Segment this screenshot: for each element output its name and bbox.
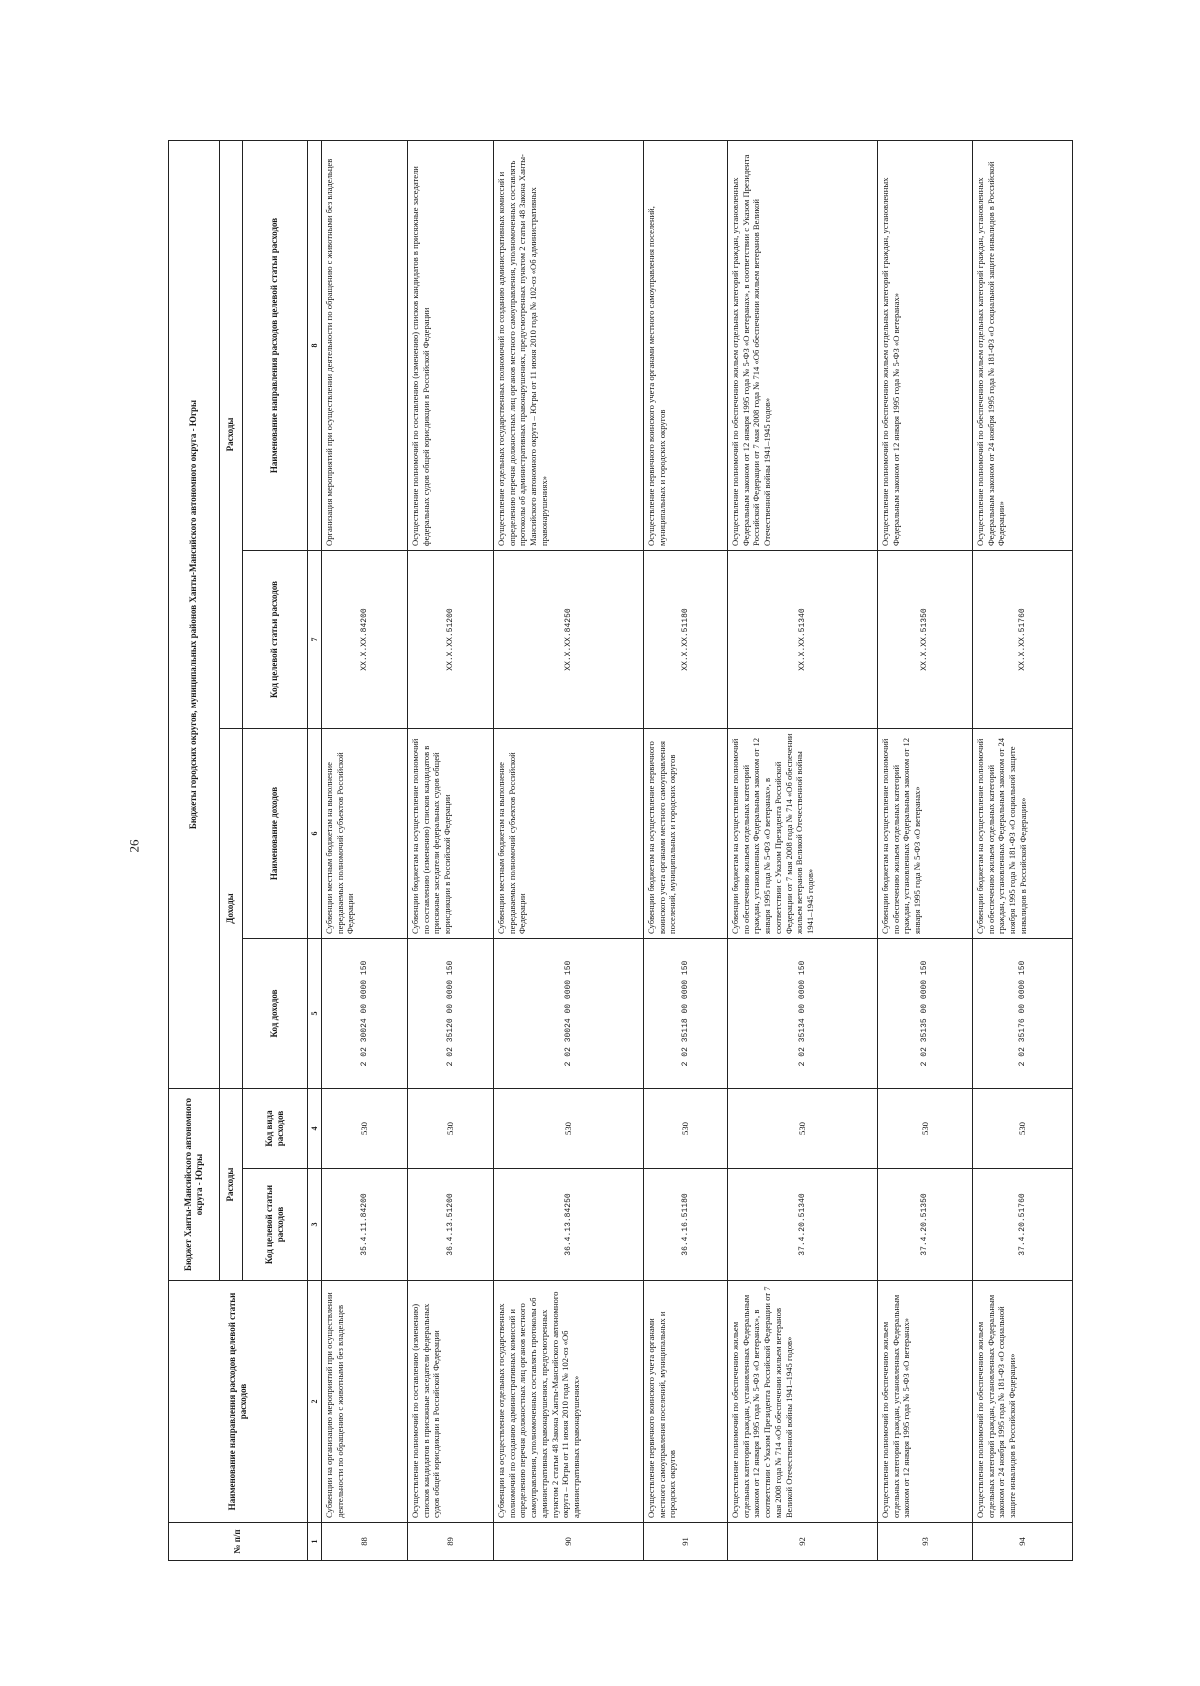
row-expense-name: Осуществление полномочий по обеспечению жильем отдельных категорий граждан, установленных Федеральным законом от 12 января 1995 года № 5-ФЗ «О ветеранах», в соответствии с Указом Президента Российской Федерации от 7 мая 2008 года № 714 «Об обеспечении жильем ветеранов Великой Отечественной войны 1941–1945 годов» xyxy=(728,1281,878,1523)
header-okrug-budget: Бюджет Ханты-Мансийского автономного округа - Югры xyxy=(169,1089,220,1281)
row-kind-code: 530 xyxy=(973,1089,1073,1169)
header-expense-name: Наименование направления расходов целевой статьи расходов xyxy=(169,1281,308,1523)
row-expense-name: Осуществление полномочий по составлению (изменению) списков кандидатов в присяжные заседатели федеральных судов общей юрисдикции в Российской Федерации xyxy=(408,1281,494,1523)
row-income-name: Субвенции бюджетам на осуществление первичного воинского учета органами местного самоуправления поселений, муниципальных и городских округов xyxy=(644,729,728,939)
row-number: 91 xyxy=(644,1523,728,1561)
header-expenses-municipal: Расходы xyxy=(220,140,243,728)
header-income-code: Код доходов xyxy=(243,939,308,1089)
row-number: 88 xyxy=(322,1523,408,1561)
row-kind-code: 530 xyxy=(408,1089,494,1169)
page-number: 26 xyxy=(126,839,142,853)
row-income-name: Субвенции бюджетам на осуществление полномочий по обеспечению жильем отдельных категорий граждан, установленных Федеральным законом от 24 ноября 1995 года № 181-ФЗ «О социальной защите инвалидов в Российской Федерации» xyxy=(973,729,1073,939)
table-row xyxy=(408,140,494,1560)
table-row xyxy=(878,140,973,1560)
row-income-name: Субвенции местным бюджетам на выполнение передаваемых полномочий субъектов Российской Федерации xyxy=(494,729,644,939)
column-number: 7 xyxy=(308,551,322,729)
column-number: 2 xyxy=(308,1281,322,1523)
row-target-code: 37.4.20.51760 xyxy=(973,1169,1073,1281)
row-income-code: 2 02 35135 00 0000 150 xyxy=(878,939,973,1089)
row-expense-name: Осуществление полномочий по обеспечению жильем отдельных категорий граждан, установленных Федеральным законом от 24 ноября 1995 года № 181-ФЗ «О социальной защите инвалидов в Российской Федерации» xyxy=(973,1281,1073,1523)
row-income-code: 2 02 30024 00 0000 150 xyxy=(494,939,644,1089)
row-income-name: Субвенции местным бюджетам на выполнение передаваемых полномочий субъектов Российской Федерации xyxy=(322,729,408,939)
row-number: 89 xyxy=(408,1523,494,1561)
row-target-code-municipal: XX.X.XX.51200 xyxy=(408,551,494,729)
table-row xyxy=(322,140,408,1560)
column-number: 8 xyxy=(308,140,322,550)
row-target-code: 37.4.20.51340 xyxy=(728,1169,878,1281)
row-target-code-municipal: XX.X.XX.84200 xyxy=(322,551,408,729)
row-income-name: Субвенции бюджетам на осуществление полномочий по обеспечению жильем отдельных категорий граждан, установленных Федеральным законом от 12 января 1995 года № 5-ФЗ «О ветеранах» xyxy=(878,729,973,939)
budget-table-sheet xyxy=(168,141,1033,1561)
row-target-code-municipal: XX.X.XX.51340 xyxy=(728,551,878,729)
row-target-code: 36.4.13.51200 xyxy=(408,1169,494,1281)
header-municipal-budgets: Бюджеты городских округов, муниципальных районов Ханты-Мансийского автономного округа - Югры xyxy=(169,140,220,1088)
column-number: 6 xyxy=(308,729,322,939)
row-kind-code: 530 xyxy=(494,1089,644,1169)
budget-correspondence-table xyxy=(168,140,1073,1561)
header-target-code-municipal: Код целевой статьи расходов xyxy=(243,551,308,729)
column-number: 4 xyxy=(308,1089,322,1169)
row-number: 94 xyxy=(973,1523,1073,1561)
row-target-code: 36.4.13.84250 xyxy=(494,1169,644,1281)
row-target-code: 35.4.11.84200 xyxy=(322,1169,408,1281)
row-income-name: Субвенции бюджетам на осуществление полномочий по составлению (изменению) списков кандидатов в присяжные заседатели федеральных судов общей юрисдикции в Российской Федерации xyxy=(408,729,494,939)
row-expense-name: Субвенции на организацию мероприятий при осуществлении деятельности по обращению с животными без владельцев xyxy=(322,1281,408,1523)
row-kind-code: 530 xyxy=(878,1089,973,1169)
header-target-code: Код целевой статьи расходов xyxy=(243,1169,308,1281)
row-income-code: 2 02 35176 00 0000 150 xyxy=(973,939,1073,1089)
header-incomes: Доходы xyxy=(220,729,243,1089)
row-expense-name: Субвенции на осуществление отдельных государственных полномочий по созданию административных комиссий и определению перечня должностных лиц органов местного самоуправления, уполномоченных составлять протоколы об административных правонарушениях, предусмотренных пунктом 2 статьи 48 Закона Ханты-Мансийского автономного округа – Югры от 11 июня 2010 года № 102-оз «Об административных правонарушениях» xyxy=(494,1281,644,1523)
row-income-code: 2 02 35120 00 0000 150 xyxy=(408,939,494,1089)
row-number: 90 xyxy=(494,1523,644,1561)
row-expense-name-municipal: Осуществление полномочий по обеспечению жильем отдельных категорий граждан, установленных Федеральным законом от 12 января 1995 года № 5-ФЗ «О ветеранах», в соответствии с Указом Президента Российской Федерации от 7 мая 2008 года № 714 «Об обеспечении жильем ветеранов Великой Отечественной войны 1941–1945 годов» xyxy=(728,140,878,550)
row-expense-name-municipal: Организация мероприятий при осуществлении деятельности по обращению с животными без владельцев xyxy=(322,140,408,550)
column-number: 5 xyxy=(308,939,322,1089)
row-kind-code: 530 xyxy=(728,1089,878,1169)
table-row xyxy=(728,140,878,1560)
row-target-code-municipal: XX.X.XX.84250 xyxy=(494,551,644,729)
row-target-code: 36.4.16.51180 xyxy=(644,1169,728,1281)
row-income-code: 2 02 30024 00 0000 150 xyxy=(322,939,408,1089)
column-number: 1 xyxy=(308,1523,322,1561)
row-income-code: 2 02 35118 00 0000 150 xyxy=(644,939,728,1089)
column-number-row xyxy=(308,140,322,1560)
column-number: 3 xyxy=(308,1169,322,1281)
row-target-code-municipal: XX.X.XX.51180 xyxy=(644,551,728,729)
row-expense-name-municipal: Осуществление отдельных государственных полномочий по созданию административных комиссий и определению перечня должностных лиц органов местного самоуправления, уполномоченных составлять протоколы об административных правонарушениях, предусмотренных пунктом 2 статьи 48 Закона Ханты-Мансийского автономного округа – Югры от 11 июня 2010 года № 102-оз «Об административных правонарушениях» xyxy=(494,140,644,550)
row-expense-name-municipal: Осуществление полномочий по обеспечению жильем отдельных категорий граждан, установленных Федеральным законом от 12 января 1995 года № 5-ФЗ «О ветеранах» xyxy=(878,140,973,550)
header-expenses: Расходы xyxy=(220,1089,243,1281)
header-income-name: Наименование доходов xyxy=(243,729,308,939)
table-row xyxy=(973,140,1073,1560)
row-expense-name: Осуществление полномочий по обеспечению жильем отдельных категорий граждан, установленных Федеральным законом от 12 января 1995 года № 5-ФЗ «О ветеранах» xyxy=(878,1281,973,1523)
row-expense-name-municipal: Осуществление полномочий по обеспечению жильем отдельных категорий граждан, установленных Федеральным законом от 24 ноября 1995 года № 181-ФЗ «О социальной защите инвалидов в Российской Федерации» xyxy=(973,140,1073,550)
row-kind-code: 530 xyxy=(644,1089,728,1169)
row-expense-name: Осуществление первичного воинского учета органами местного самоуправления поселений, муниципальных и городских округов xyxy=(644,1281,728,1523)
row-number: 93 xyxy=(878,1523,973,1561)
row-target-code-municipal: XX.X.XX.51350 xyxy=(878,551,973,729)
header-expense-name-municipal: Наименование направления расходов целевой статьи расходов xyxy=(243,140,308,550)
row-expense-name-municipal: Осуществление полномочий по составлению (изменению) списков кандидатов в присяжные заседатели федеральных судов общей юрисдикции в Российской Федерации xyxy=(408,140,494,550)
header-num: № п/п xyxy=(169,1523,308,1561)
row-income-name: Субвенции бюджетам на осуществление полномочий по обеспечению жильем отдельных категорий граждан, установленных Федеральным законом от 12 января 1995 года № 5-ФЗ «О ветеранах», в соответствии с Указом Президента Российской Федерации от 7 мая 2008 года № 714 «Об обеспечении жильем ветеранов Великой Отечественной войны 1941–1945 годов» xyxy=(728,729,878,939)
table-row xyxy=(644,140,728,1560)
row-number: 92 xyxy=(728,1523,878,1561)
row-expense-name-municipal: Осуществление первичного воинского учета органами местного самоуправления поселений, муниципальных и городских округов xyxy=(644,140,728,550)
row-kind-code: 530 xyxy=(322,1089,408,1169)
table-row xyxy=(494,140,644,1560)
header-kind-code: Код вида расходов xyxy=(243,1089,308,1169)
row-income-code: 2 02 35134 00 0000 150 xyxy=(728,939,878,1089)
row-target-code-municipal: XX.X.XX.51760 xyxy=(973,551,1073,729)
row-target-code: 37.4.20.51350 xyxy=(878,1169,973,1281)
